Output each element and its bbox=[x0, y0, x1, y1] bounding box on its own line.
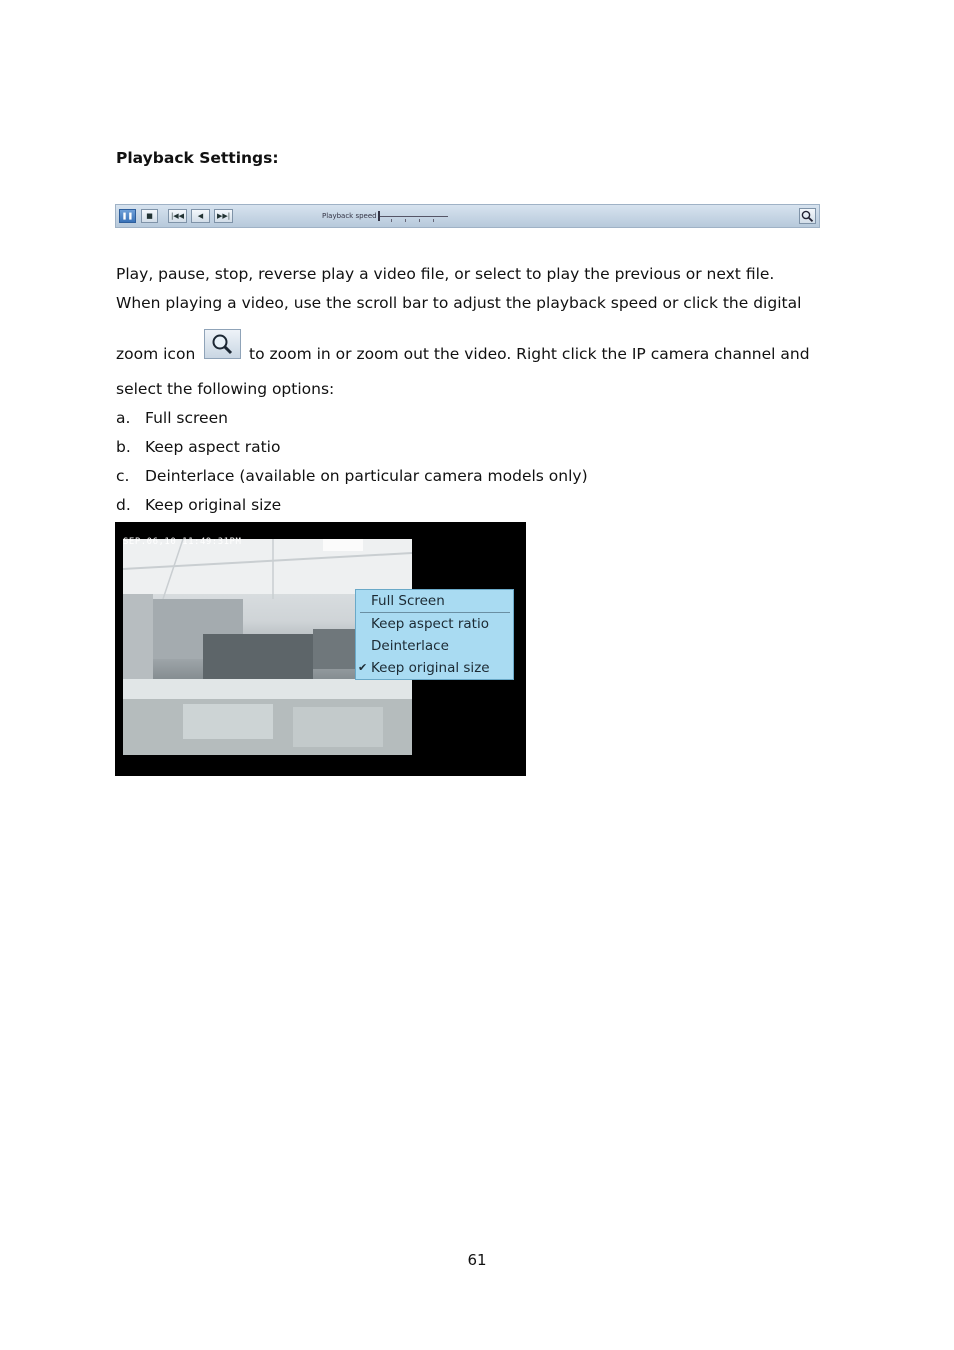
list-item: Full screen bbox=[145, 409, 228, 427]
magnifier-icon bbox=[800, 209, 815, 223]
context-menu-item-full-screen[interactable]: Full Screen bbox=[371, 593, 445, 609]
context-menu-item-keep-aspect-ratio[interactable]: Keep aspect ratio bbox=[371, 616, 489, 632]
context-menu bbox=[355, 589, 514, 680]
pause-button[interactable]: ❚❚ bbox=[119, 209, 136, 223]
paragraph-line: Play, pause, stop, reverse play a video file, or select to play the previous or next file. bbox=[116, 265, 775, 283]
list-marker: c. bbox=[116, 467, 130, 485]
stop-button[interactable]: ■ bbox=[141, 209, 158, 223]
paragraph-line: zoom icon bbox=[116, 345, 196, 363]
list-item: Deinterlace (available on particular camera models only) bbox=[145, 467, 588, 485]
zoom-button[interactable] bbox=[799, 208, 816, 224]
camera-timestamp: SEP.06,10 11:49:31PM bbox=[123, 537, 242, 547]
list-marker: d. bbox=[116, 496, 131, 514]
camera-screenshot bbox=[115, 522, 526, 776]
slider-tick bbox=[391, 219, 392, 222]
list-marker: b. bbox=[116, 438, 131, 456]
playback-speed-label: Playback speed bbox=[322, 212, 377, 220]
list-item: Keep original size bbox=[145, 496, 282, 514]
zoom-icon-illustration bbox=[204, 329, 241, 359]
next-file-button[interactable]: ▶▶| bbox=[214, 209, 233, 223]
context-menu-separator bbox=[360, 612, 510, 613]
slider-tick bbox=[433, 219, 434, 222]
page-number: 61 bbox=[467, 1251, 487, 1269]
checkmark-icon: ✔ bbox=[358, 661, 368, 674]
section-heading: Playback Settings: bbox=[116, 149, 279, 167]
previous-file-button[interactable]: |◀◀ bbox=[168, 209, 187, 223]
playback-speed-slider[interactable] bbox=[378, 216, 448, 217]
reverse-play-button[interactable]: ◀ bbox=[191, 209, 210, 223]
paragraph-line: When playing a video, use the scroll bar to adjust the playback speed or click the digital bbox=[116, 294, 802, 312]
playback-toolbar bbox=[115, 204, 820, 228]
magnifier-icon bbox=[205, 330, 240, 358]
list-marker: a. bbox=[116, 409, 131, 427]
context-menu-item-keep-original-size[interactable]: Keep original size bbox=[371, 660, 490, 676]
slider-tick bbox=[419, 219, 420, 222]
slider-tick bbox=[405, 219, 406, 222]
slider-thumb[interactable] bbox=[378, 211, 380, 221]
paragraph-line: select the following options: bbox=[116, 380, 335, 398]
paragraph-line: to zoom in or zoom out the video. Right click the IP camera channel and bbox=[249, 345, 810, 363]
context-menu-item-deinterlace[interactable]: Deinterlace bbox=[371, 638, 449, 654]
list-item: Keep aspect ratio bbox=[145, 438, 281, 456]
